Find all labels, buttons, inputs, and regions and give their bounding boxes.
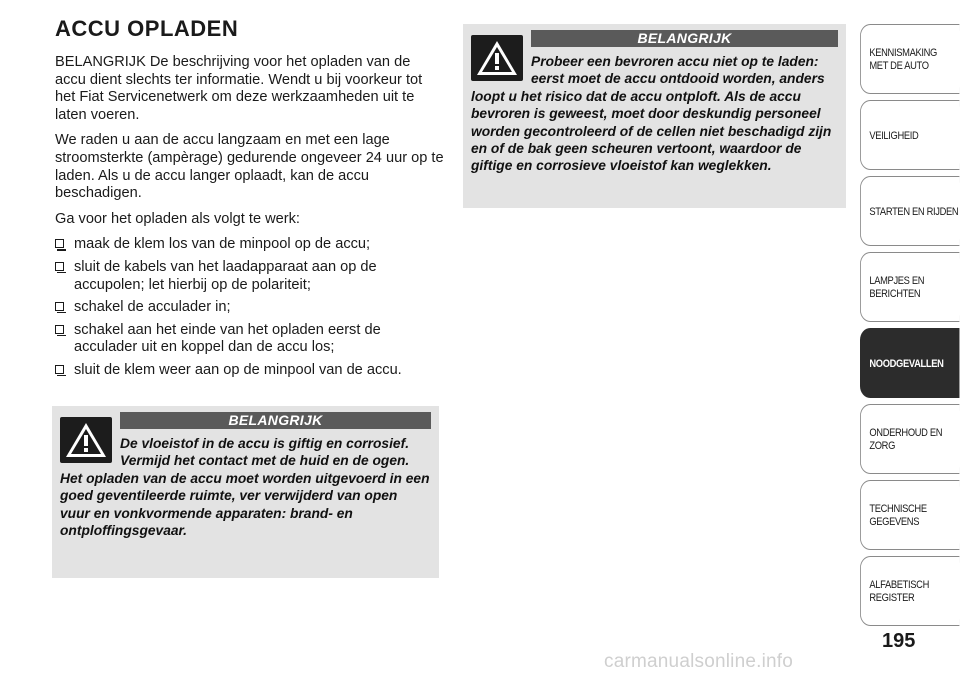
warning-triangle-icon [471,35,523,81]
list-item [55,362,445,380]
warning-triangle-icon [60,417,112,463]
warning-box-toxic-fluid [52,406,439,578]
tab-onderhoud-en-zorg[interactable]: ONDERHOUD EN ZORG [860,404,959,474]
page-number: 195 [882,630,916,652]
step-text: sluit de klem weer aan op de minpool van de accu. [74,361,402,378]
step-text: maak de klem los van de minpool op de accu; [74,236,371,253]
step-text: sluit de kabels van het laadapparaat aan op de accupolen; let hierbij op de polariteit; [74,258,377,293]
left-column [55,54,445,385]
warning-text: De vloeistof in de accu is giftig en corrosief. Vermijd het contact met de huid en de ogen. Het opladen van de accu moet worden uitgevoerd in een goed geventileerde ruimte, ver verwijderd van open vuur en vonkvormende apparaten: brand- en ontploffingsgevaar. [60,436,430,539]
warning-box-frozen-battery [463,24,846,208]
step-text: schakel de acculader in; [74,299,231,316]
tab-lampjes-en-berichten[interactable]: LAMPJES EN BERICHTEN [860,252,959,322]
list-item [55,322,445,357]
list-item [55,299,445,317]
warning-header: BELANGRIJK [531,30,838,47]
tab-alfabetisch-register[interactable]: ALFABETISCH REGISTER [860,556,959,626]
warning-header: BELANGRIJK [120,412,431,429]
tab-noodgevallen[interactable]: NOODGEVALLEN [860,328,959,398]
checkbox-bullet-icon [55,239,64,248]
checkbox-bullet-icon [55,302,64,311]
intro-paragraph-1: BELANGRIJK De beschrijving voor het opladen van de accu dient slechts ter informatie. Wendt u bij voorkeur tot het Fiat Servicenetwerk om deze werkzaamheden uit te laten voeren. [55,54,423,123]
tab-kennismaking[interactable]: KENNISMAKING MET DE AUTO [860,24,959,94]
tab-starten-en-rijden[interactable]: STARTEN EN RIJDEN [860,176,959,246]
watermark: carmanualsonline.info [604,651,794,672]
intro-paragraph-2: We raden u aan de accu langzaam en met een lage stroomsterkte (ampèrage) gedurende ongeveer 24 uur op te laden. Als u de accu langer oplaadt, kan de accu beschadigen. [55,132,444,202]
warning-text: Probeer een bevroren accu niet op te laden: eerst moet de accu ontdooid worden, anders loopt u het risico dat de accu ontploft. Als de accu bevroren is geweest, moet door deskundig personeel worden gecontroleerd of de cellen niet beschadigd zijn en of de bak geen scheuren vertoont, waardoor de giftige en corrosieve vloeistof kan weglekken. [471,54,832,174]
chapter-sidebar [860,24,960,632]
tab-veiligheid[interactable]: VEILIGHEID [860,100,959,170]
step-text: schakel aan het einde van het opladen eerst de acculader uit en koppel dan de accu los; [74,321,381,356]
checkbox-bullet-icon [55,365,64,374]
page-title: ACCU OPLADEN [55,16,239,41]
tab-technische-gegevens[interactable]: TECHNISCHE GEGEVENS [860,480,959,550]
steps-list [55,236,445,379]
checkbox-bullet-icon [55,325,64,334]
list-item [55,259,445,294]
checkbox-bullet-icon [55,262,64,271]
intro-paragraph-3: Ga voor het opladen als volgt te werk: [55,210,300,227]
list-item [55,236,445,254]
